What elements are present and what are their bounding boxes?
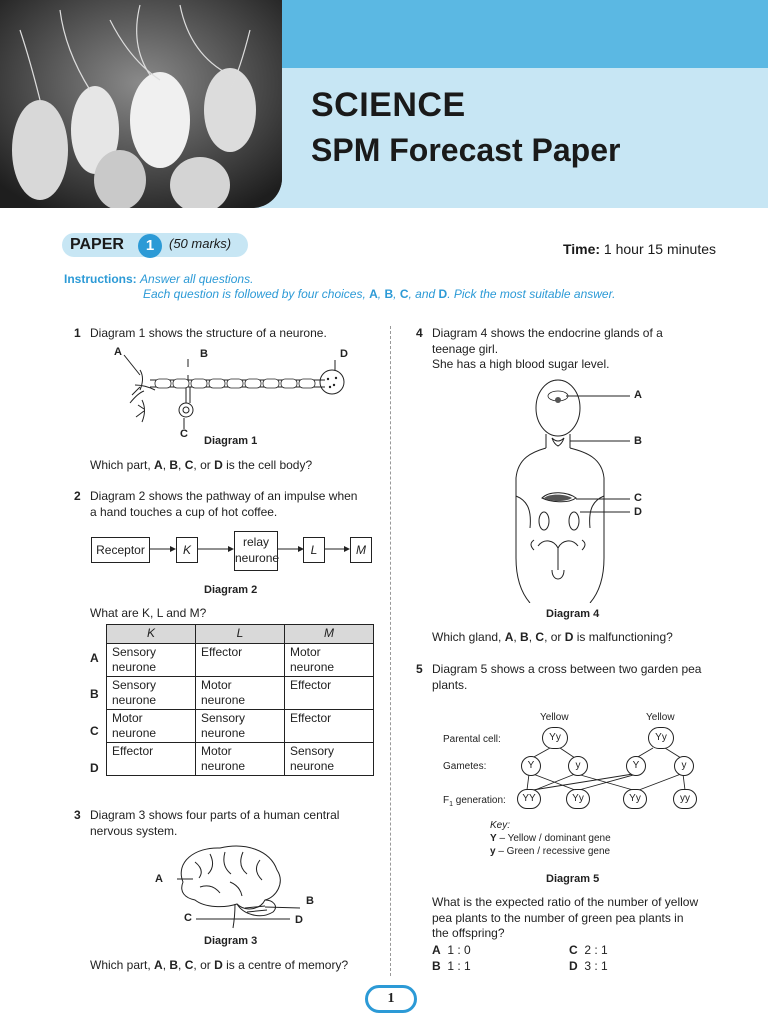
instructions: Instructions: Answer all questions. Each question is followed by four choices, A, B, C, and D. Pick the most suitable answer. (64, 272, 616, 301)
diagram3-caption: Diagram 3 (204, 935, 258, 947)
offspring-genotype: YY (517, 789, 541, 809)
question-4-text: Diagram 4 shows the endocrine glands of a teenage girl. She has a high blood sugar level. (432, 326, 663, 371)
l-box: L (303, 537, 325, 563)
relay-neurone-box: relay neurone (234, 531, 278, 571)
diagram1-caption: Diagram 1 (204, 435, 258, 447)
endocrine-diagram (510, 378, 635, 603)
gamete-Y: Y (521, 756, 541, 776)
gametes-label: Gametes: (443, 761, 487, 772)
question-4-ask: Which gland, A, B, C, or D is malfunctioning? (432, 630, 673, 644)
page-subtitle: SPM Forecast Paper (311, 132, 621, 168)
parent1-phenotype: Yellow (540, 712, 569, 723)
question-3-text: Diagram 3 shows four parts of a human central nervous system. (90, 808, 340, 838)
offspring-genotype: yy (673, 789, 697, 809)
offspring-genotype: Yy (566, 789, 590, 809)
option-b: B 1 : 1 (432, 959, 471, 973)
gamete-Y: Y (626, 756, 646, 776)
k-box: K (176, 537, 198, 563)
row-label: A (90, 651, 99, 665)
diagram5-caption: Diagram 5 (546, 873, 600, 885)
gamete-y: y (568, 756, 588, 776)
paper-marks: (50 marks) (169, 236, 232, 251)
parent1-genotype: Yy (542, 727, 568, 749)
f1-generation-label: $F_1$ generation: (443, 795, 506, 808)
diagram3-label-c: C (184, 912, 192, 924)
diagram4-label-d: D (634, 506, 642, 518)
row-label: B (90, 687, 99, 701)
question-number: 5 (416, 662, 423, 676)
parent2-genotype: Yy (648, 727, 674, 749)
parent2-phenotype: Yellow (646, 712, 675, 723)
diagram4-caption: Diagram 4 (546, 608, 600, 620)
diagram3-leader-line (196, 917, 292, 921)
table-row: Sensory neurone Effector Motor neurone (107, 644, 374, 677)
diagram4-label-b: B (634, 435, 642, 447)
question-number: 2 (74, 489, 81, 503)
question-1-text: Diagram 1 shows the structure of a neurone. (90, 326, 327, 340)
question-2-ask: What are K, L and M? (90, 606, 207, 620)
row-label: D (90, 761, 99, 775)
diagram1-label-a: A (114, 346, 122, 358)
question-2-text: Diagram 2 shows the pathway of an impulse when a hand touches a cup of hot coffee. (90, 489, 358, 519)
offspring-genotype: Yy (623, 789, 647, 809)
option-d: D 3 : 1 (569, 959, 608, 973)
question-5-text: Diagram 5 shows a cross between two garden pea plants. (432, 662, 702, 692)
row-label: C (90, 724, 99, 738)
table-row: Sensory neurone Motor neurone Effector (107, 677, 374, 710)
diagram3-label-a: A (155, 873, 163, 885)
question-number: 4 (416, 326, 423, 340)
diagram3-label-d: D (295, 914, 303, 926)
header-photo (0, 0, 282, 208)
neurone-diagram (110, 345, 360, 430)
page-title: SCIENCE (311, 86, 466, 124)
gamete-y: y (674, 756, 694, 776)
diagram2-caption: Diagram 2 (204, 584, 258, 596)
diagram1-label-d: D (340, 348, 348, 360)
column-divider (390, 326, 391, 976)
answer-table: K L M Sensory neurone Effector Motor neurone Sensory neurone Motor neurone Effector Motor neurone Sensory neurone Effector Effector Motor neurone Sensory neurone (106, 624, 374, 776)
question-1-ask: Which part, A, B, C, or D is the cell body? (90, 458, 313, 472)
diagram5-key: Key: Y – Yellow / dominant gene y – Green / recessive gene (490, 820, 611, 857)
diagram3-label-b: B (306, 895, 314, 907)
diagram1-label-b: B (200, 348, 208, 360)
diagram4-label-c: C (634, 492, 642, 504)
table-row: Motor neurone Sensory neurone Effector (107, 710, 374, 743)
table-row: Effector Motor neurone Sensory neurone (107, 743, 374, 776)
time-allowed: Time: 1 hour 15 minutes (562, 241, 716, 257)
diagram1-label-c: C (180, 428, 188, 440)
question-number: 1 (74, 326, 81, 340)
m-box: M (350, 537, 372, 563)
question-5-ask: What is the expected ratio of the number of yellow pea plants to the number of green pea plants in the offspring? (432, 895, 699, 940)
question-number: 3 (74, 808, 81, 822)
page-number: 1 (365, 985, 417, 1013)
paper-number-badge: 1 (138, 234, 162, 258)
option-a: A 1 : 0 (432, 943, 471, 957)
question-3-ask: Which part, A, B, C, or D is a centre of memory? (90, 958, 349, 972)
paper-label: PAPER (70, 236, 124, 253)
diagram4-label-a: A (634, 389, 642, 401)
option-c: C 2 : 1 (569, 943, 608, 957)
receptor-box: Receptor (91, 537, 150, 563)
parental-cell-label: Parental cell: (443, 734, 501, 745)
